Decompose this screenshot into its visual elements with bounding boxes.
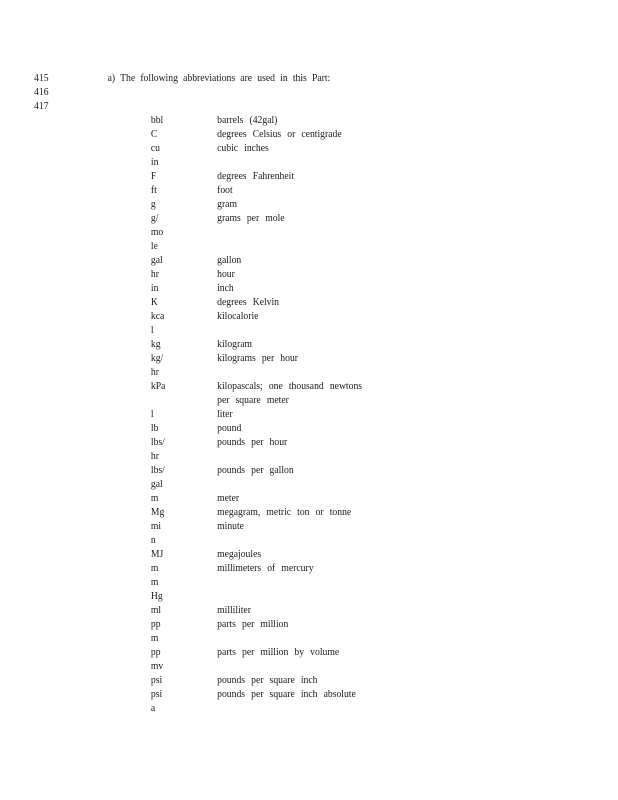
- abbreviation-definition: foot: [217, 185, 233, 196]
- abbreviation-definition: degrees Celsius or centigrade: [217, 129, 342, 140]
- abbreviation-definition: pounds per square inch: [217, 675, 318, 686]
- abbreviation-term: lbs/: [150, 437, 165, 448]
- abbreviation-term: C: [150, 129, 158, 140]
- abbreviation-definition: kilopascals; one thousand newtons: [217, 381, 363, 392]
- abbreviation-definition: liter: [217, 409, 233, 420]
- abbreviation-term: mi: [150, 521, 162, 532]
- abbreviation-term: lbs/: [150, 465, 165, 476]
- line-number: 417: [34, 101, 49, 112]
- abbreviation-term: pp: [150, 647, 161, 658]
- abbreviation-term: hr: [150, 269, 159, 280]
- abbreviation-definition: megajoules: [217, 549, 262, 560]
- abbreviation-definition: kilograms per hour: [217, 353, 298, 364]
- abbreviation-term: m: [150, 633, 159, 644]
- abbreviation-term: Hg: [150, 591, 163, 602]
- abbreviation-term: in: [150, 157, 159, 168]
- abbreviation-definition: megagram, metric ton or tonne: [217, 507, 352, 518]
- abbreviation-term: in: [150, 283, 159, 294]
- abbreviation-definition: pounds per hour: [217, 437, 288, 448]
- abbreviation-definition: parts per million: [217, 619, 289, 630]
- abbreviation-term: pp: [150, 619, 161, 630]
- abbreviation-definition: degrees Fahrenheit: [217, 171, 295, 182]
- abbreviation-definition: millimeters of mercury: [217, 563, 314, 574]
- abbreviation-term: kPa: [150, 381, 166, 392]
- abbreviation-term: g/: [150, 213, 159, 224]
- abbreviation-definition: kilocalorie: [217, 311, 259, 322]
- abbreviation-term: gal: [150, 255, 163, 266]
- abbreviation-definition: cubic inches: [217, 143, 269, 154]
- abbreviation-definition: inch: [217, 283, 234, 294]
- abbreviation-term: bbl: [150, 115, 164, 126]
- abbreviation-definition: grams per mole: [217, 213, 285, 224]
- abbreviation-term: a: [150, 703, 156, 714]
- abbreviation-term: MJ: [150, 549, 164, 560]
- abbreviation-term: Mg: [150, 507, 165, 518]
- abbreviation-term: l: [150, 409, 154, 420]
- abbreviation-definition: gallon: [217, 255, 242, 266]
- line-number-column: [34, 72, 48, 114]
- abbreviation-definition: degrees Kelvin: [217, 297, 280, 308]
- abbreviation-definition: per square meter: [217, 395, 289, 406]
- abbreviation-term: kg/: [150, 353, 164, 364]
- abbreviation-definition: barrels (42gal): [217, 115, 278, 126]
- abbreviation-term: g: [150, 199, 156, 210]
- abbreviation-term: kg: [150, 339, 161, 350]
- abbreviation-term: K: [150, 297, 158, 308]
- intro-paragraph: a) The following abbreviations are used in this Part:: [107, 73, 331, 84]
- abbreviation-definition: pounds per gallon: [217, 465, 294, 476]
- abbreviation-term: kca: [150, 311, 165, 322]
- abbreviation-definition: pounds per square inch absolute: [217, 689, 356, 700]
- abbreviation-term: le: [150, 241, 158, 252]
- abbreviation-definition: kilogram: [217, 339, 253, 350]
- abbreviation-term: m: [150, 577, 159, 588]
- abbreviation-definition: gram: [217, 199, 237, 210]
- abbreviation-term: lb: [150, 423, 159, 434]
- abbreviation-term: hr: [150, 367, 159, 378]
- abbreviation-definition: meter: [217, 493, 240, 504]
- line-number: 415: [34, 73, 49, 84]
- abbreviation-term: l: [150, 325, 154, 336]
- abbreviation-term: F: [150, 171, 157, 182]
- abbreviation-term: m: [150, 563, 159, 574]
- abbreviation-term: n: [150, 535, 156, 546]
- abbreviation-term: m: [150, 493, 159, 504]
- abbreviation-definition: milliliter: [217, 605, 251, 616]
- abbreviation-term: mv: [150, 661, 164, 672]
- abbreviation-term: ft: [150, 185, 157, 196]
- abbreviation-term: psi: [150, 675, 163, 686]
- abbreviation-term: psi: [150, 689, 163, 700]
- abbreviation-definition: minute: [217, 521, 244, 532]
- abbreviation-term: hr: [150, 451, 159, 462]
- abbreviation-definition: pound: [217, 423, 242, 434]
- abbreviation-term: ml: [150, 605, 162, 616]
- line-number: 416: [34, 87, 49, 98]
- abbreviation-term: gal: [150, 479, 163, 490]
- abbreviation-term: cu: [150, 143, 161, 154]
- abbreviation-definition: hour: [217, 269, 235, 280]
- abbreviation-term: mo: [150, 227, 164, 238]
- abbreviation-definition: parts per million by volume: [217, 647, 340, 658]
